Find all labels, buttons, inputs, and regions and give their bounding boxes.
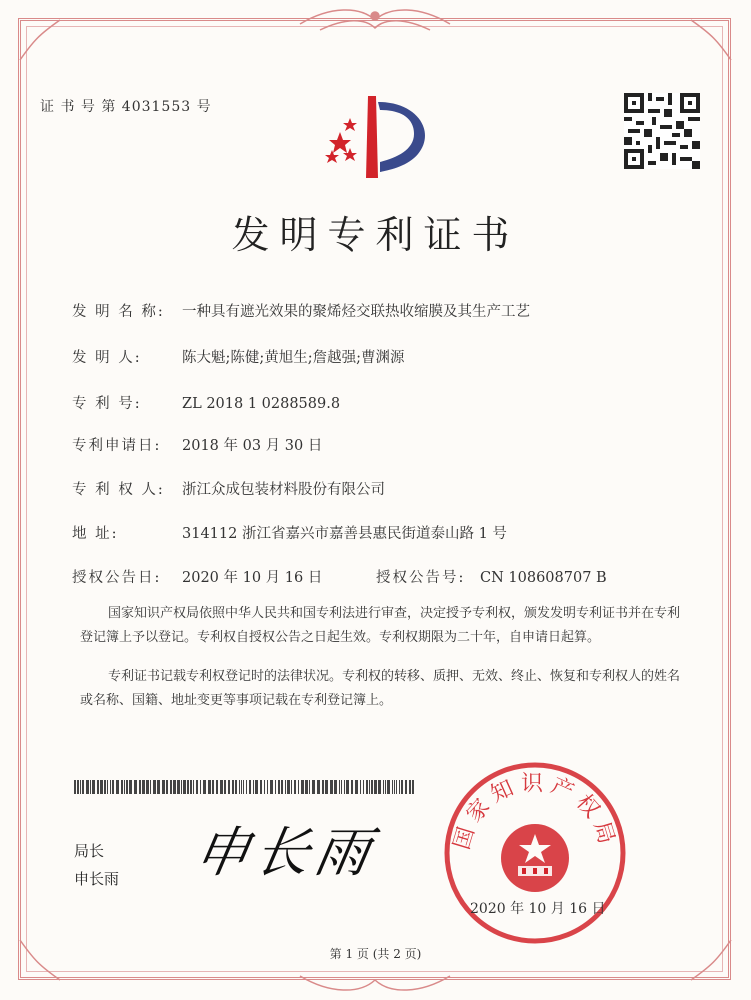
- field-value: 一种具有遮光效果的聚烯烃交联热收缩膜及其生产工艺: [182, 304, 530, 320]
- field-label: 专利申请日:: [72, 438, 162, 454]
- qr-code: [624, 93, 700, 169]
- certificate-title: 发明专利证书: [231, 213, 520, 257]
- field-value: CN 108608707 B: [480, 570, 607, 586]
- field-label: 发 明 人:: [72, 350, 142, 366]
- signature-name: 申长雨: [74, 870, 120, 888]
- field-grant-date: [72, 566, 322, 587]
- field-value: 2018 年 03 月 30 日: [182, 438, 323, 454]
- field-value: 2020 年 10 月 16 日: [182, 570, 323, 586]
- legal-paragraph: 国家知识产权局依照中华人民共和国专利法进行审查，决定授予专利权，颁发发明专利证书并在专利登记簿上予以登记。专利权自授权公告之日起生效。专利权期限为二十年，自申请日起算。: [80, 606, 681, 645]
- field-label: 发 明 名 称:: [72, 304, 165, 320]
- official-seal: [440, 758, 630, 948]
- certificate-number: 证 书 号 第 4031553 号: [40, 99, 212, 115]
- handwritten-signature: 申长雨: [189, 821, 381, 884]
- field-inventors: [72, 346, 405, 367]
- field-value: 浙江众成包装材料股份有限公司: [182, 482, 385, 498]
- field-value: ZL 2018 1 0288589.8: [182, 396, 341, 412]
- field-label: 专 利 号:: [72, 396, 142, 412]
- patent-office-logo: [318, 92, 438, 184]
- field-label: 专 利 权 人:: [72, 482, 165, 498]
- field-label: 地 址:: [72, 526, 119, 542]
- logo-star-icon: [343, 118, 357, 131]
- field-patent-number: [72, 392, 340, 413]
- logo-star-icon: [329, 132, 351, 153]
- legal-paragraph: 专利证书记载专利权登记时的法律状况。专利权的转移、质押、无效、终止、恢复和专利权人的姓名或名称、国籍、地址变更等事项记载在专利登记簿上。: [80, 669, 681, 708]
- field-grant-number: [376, 566, 607, 587]
- page-number: 第 1 页 (共 2 页): [329, 947, 422, 961]
- logo-star-icon: [325, 150, 339, 163]
- field-invention-name: [72, 300, 530, 321]
- field-value: 314112 浙江省嘉兴市嘉善县惠民街道泰山路 1 号: [182, 526, 507, 542]
- svg-text:国家知识产权局: 国家知识产权局: [449, 771, 621, 853]
- field-value: 陈大魁;陈健;黄旭生;詹越强;曹渊源: [182, 350, 405, 366]
- barcode: [74, 780, 418, 794]
- signature-title: 局长: [74, 842, 105, 860]
- seal-date: 2020 年 10 月 16 日: [470, 901, 606, 917]
- field-label: 授权公告日:: [72, 570, 162, 586]
- field-patentee: [72, 478, 385, 499]
- field-address: [72, 522, 507, 543]
- field-label: 授权公告号:: [376, 570, 466, 586]
- field-filing-date: [72, 434, 322, 455]
